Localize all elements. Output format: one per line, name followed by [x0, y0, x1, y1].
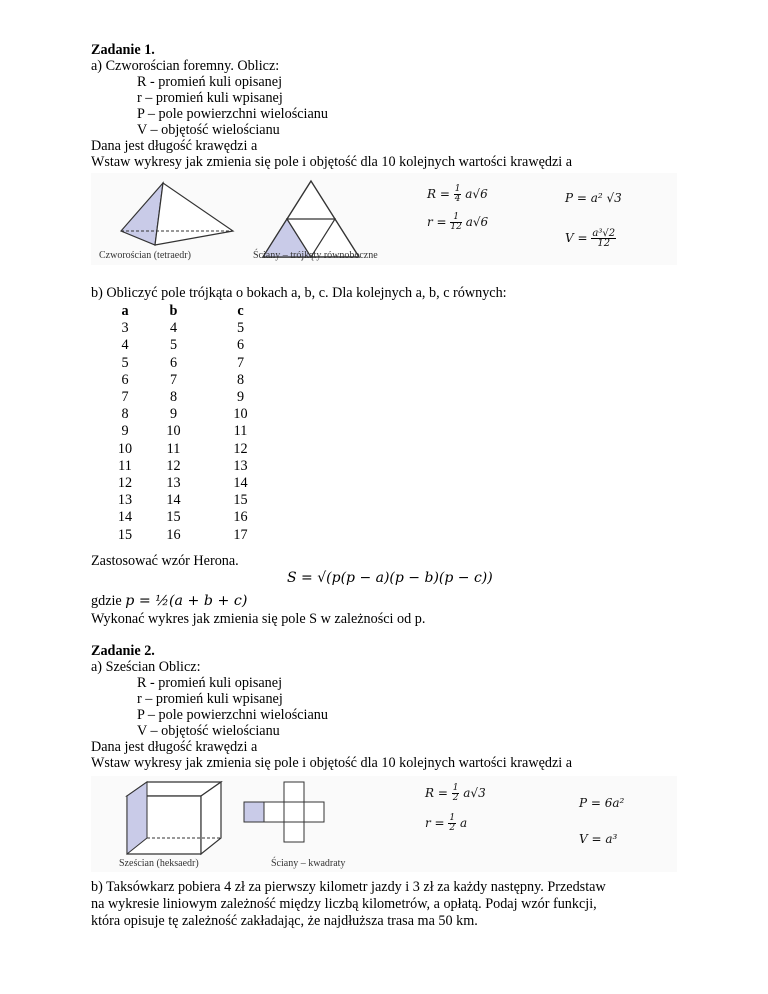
header-b: b — [169, 303, 178, 320]
formula-R-tetra: R = $\frac{1}{4}$ a√6 — [427, 184, 488, 204]
cell-b: 14 — [166, 492, 181, 509]
cell-a: 15 — [117, 526, 133, 543]
table-row — [110, 337, 274, 354]
cell-a: 11 — [118, 457, 132, 474]
tetrahedron-figure — [91, 173, 677, 265]
cell-b: 13 — [166, 474, 181, 491]
table-row — [110, 423, 274, 440]
task1-item-P: P – pole powierzchni wielościanu — [137, 106, 328, 122]
formula-P-tetra: P = a² √3 — [565, 191, 622, 205]
task2-b-line2: na wykresie liniowym zależność między liczbą kilometrów, a opłatą. Podaj wzór funkcji, — [91, 896, 597, 912]
formula-R-cube: R = $\frac{1}{2}$ a√3 — [425, 783, 486, 803]
cell-b: 9 — [169, 406, 178, 423]
table-row — [110, 475, 274, 492]
cell-b: 8 — [169, 389, 178, 406]
formula-r-tetra: r = $\frac{1}{12}$ a√6 — [427, 212, 489, 232]
task2-title: Zadanie 2. — [91, 643, 155, 659]
cell-a: 13 — [117, 492, 133, 509]
task1-item-R: R - promień kuli opisanej — [137, 74, 283, 90]
cell-b: 12 — [166, 457, 181, 474]
header-a: a — [121, 303, 129, 320]
cube-figure — [91, 776, 677, 872]
cell-a: 4 — [121, 337, 129, 354]
task2-item-V: V – objętość wielościanu — [137, 723, 280, 739]
cell-a: 3 — [121, 320, 129, 337]
cell-a: 12 — [117, 474, 133, 491]
table-header-row — [110, 303, 274, 320]
table-row — [110, 320, 274, 337]
heron-note: Zastosować wzór Herona. — [91, 553, 239, 569]
task2-given: Dana jest długość krawędzi a — [91, 739, 258, 755]
heron-formula: S = √(p(p − a)(p − b)(p − c)) — [287, 570, 493, 586]
cell-b: 5 — [169, 337, 178, 354]
cell-a: 14 — [117, 509, 133, 526]
cell-c: 9 — [236, 389, 245, 406]
formula-P-cube: P = 6a² — [579, 796, 625, 810]
cell-b: 10 — [166, 423, 181, 440]
task1-title: Zadanie 1. — [91, 42, 155, 58]
task2-b-line1: b) Taksówkarz pobiera 4 zł za pierwszy kilometr jazdy i 3 zł za każdy następny. Przedstaw — [91, 879, 606, 895]
tetrahedron-caption: Czworościan (tetraedr) — [99, 250, 191, 261]
cell-a: 8 — [121, 406, 129, 423]
task1-item-r: r – promień kuli wpisanej — [137, 90, 283, 106]
task2-item-R: R - promień kuli opisanej — [137, 675, 283, 691]
cell-a: 10 — [117, 440, 133, 457]
task1-given: Dana jest długość krawędzi a — [91, 138, 258, 154]
table-row — [110, 458, 274, 475]
table-row — [110, 441, 274, 458]
cell-b: 11 — [166, 440, 181, 457]
cell-b: 16 — [166, 526, 181, 543]
cell-b: 15 — [166, 509, 181, 526]
task1-insert: Wstaw wykresy jak zmienia się pole i objętość dla 10 kolejnych wartości krawędzi a — [91, 154, 573, 170]
task2-insert: Wstaw wykresy jak zmienia się pole i objętość dla 10 kolejnych wartości krawędzi a — [91, 755, 573, 771]
cell-c: 5 — [236, 320, 245, 337]
cell-c: 17 — [233, 526, 248, 543]
cell-a: 7 — [121, 389, 129, 406]
cell-b: 4 — [169, 320, 178, 337]
task1-item-V: V – objętość wielościanu — [137, 122, 280, 138]
task1-b-intro: b) Obliczyć pole trójkąta o bokach a, b, c. Dla kolejnych a, b, c równych: — [91, 285, 507, 301]
plot-note: Wykonać wykres jak zmienia się pole S w zależności od p. — [91, 611, 426, 627]
p-formula: p = ½(a + b + c) — [125, 593, 248, 609]
formula-V-cube: V = a³ — [579, 832, 618, 846]
formula-r-cube: r = $\frac{1}{2}$ a — [425, 813, 468, 833]
table-row — [110, 509, 274, 526]
task2-a-intro: a) Sześcian Oblicz: — [91, 659, 201, 675]
formula-V-tetra: V = $\frac{\text{a³√2}}{12}$ — [565, 228, 616, 249]
task1-a-intro: a) Czworościan foremny. Oblicz: — [91, 58, 280, 74]
cell-b: 7 — [169, 371, 178, 388]
table-row — [110, 389, 274, 406]
cell-c: 8 — [236, 371, 245, 388]
task2-b-line3: która opisuje tę zależność zakładając, że najdłuższa trasa ma 50 km. — [91, 913, 478, 929]
cell-a: 6 — [121, 371, 129, 388]
table-row — [110, 406, 274, 423]
triangles-caption: Ściany – trójkąty równoboczne — [253, 250, 378, 261]
table-row — [110, 372, 274, 389]
task2-item-P: P – pole powierzchni wielościanu — [137, 707, 328, 723]
squares-caption: Ściany – kwadraty — [271, 858, 346, 869]
cell-c: 6 — [236, 337, 245, 354]
where-line — [91, 593, 247, 609]
cube-caption: Sześcian (heksaedr) — [119, 858, 199, 869]
cell-c: 11 — [233, 423, 248, 440]
cell-a: 5 — [121, 354, 129, 371]
cell-c: 16 — [233, 509, 248, 526]
cell-c: 14 — [233, 474, 248, 491]
cell-c: 15 — [233, 492, 248, 509]
cell-c: 13 — [233, 457, 248, 474]
header-c: c — [237, 303, 244, 320]
table-row — [110, 526, 274, 543]
cell-c: 7 — [236, 354, 245, 371]
cell-c: 10 — [233, 406, 248, 423]
table-row — [110, 492, 274, 509]
where-label: gdzie — [91, 593, 122, 609]
cell-b: 6 — [169, 354, 178, 371]
table-row — [110, 355, 274, 372]
triangle-sides-table — [110, 303, 274, 544]
cell-c: 12 — [233, 440, 248, 457]
cell-a: 9 — [121, 423, 129, 440]
task2-item-r: r – promień kuli wpisanej — [137, 691, 283, 707]
